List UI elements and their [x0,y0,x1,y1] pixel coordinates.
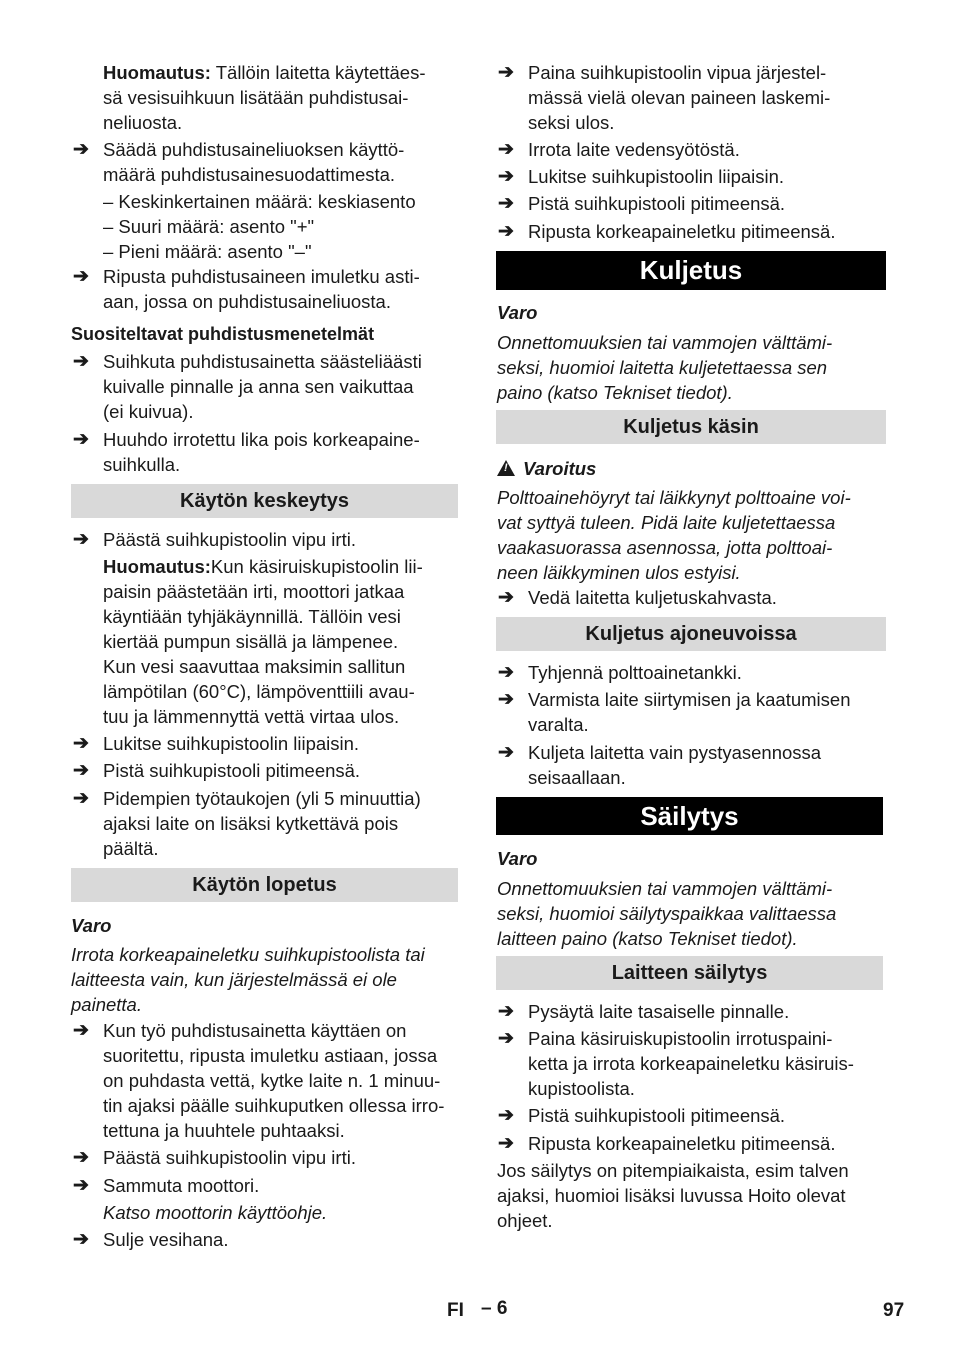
list-item: Pistä suihkupistooli pitimeensä. [528,193,786,214]
warning-text: Polttoainehöyryt tai läikkynyt polttoaine voi- [497,487,851,508]
warning-line [497,456,596,481]
arrow-icon: ➔ [73,139,89,160]
list-item: päältä. [103,838,159,859]
note-line: tuu ja lämmennyttä vettä virtaa ulos. [103,706,400,727]
list-item: kuivalle pinnalle ja anna sen vaikuttaa [103,376,414,397]
warning-text: vaakasuorassa asennossa, jotta polttoai- [497,537,833,558]
list-item: määrä puhdistusainesuodattimesta. [103,164,396,185]
arrow-icon: ➔ [498,62,514,83]
caution-text: laitteesta vain, kun järjestelmässä ei ole [71,969,397,990]
note-label: Huomautus: [103,62,211,83]
language-code: FI [447,1300,464,1321]
list-item: Pysäytä laite tasaiselle pinnalle. [528,1001,790,1022]
arrow-icon: ➔ [73,529,89,550]
list-item: seksi ulos. [528,112,615,133]
list-item: aan, jossa on puhdistusaineliuosta. [103,291,391,312]
arrow-icon: ➔ [73,351,89,372]
paragraph-line: ohjeet. [497,1210,553,1231]
warning-text: vat syttyä tuleen. Pidä laite kuljetettaessa [497,512,836,533]
list-item: on puhdasta vettä, kytke laite n. 1 minuu- [103,1070,441,1091]
arrow-icon: ➔ [498,139,514,160]
note-text: Kun käsiruiskupistoolin lii- [210,556,423,577]
arrow-icon: ➔ [498,1133,514,1154]
arrow-icon: ➔ [498,193,514,214]
caution-text: Irrota korkeapaineletku suihkupistoolista tai [71,944,425,965]
list-item: Varmista laite siirtymisen ja kaatumisen [528,689,851,710]
list-item: suihkulla. [103,454,181,475]
note-line: Kun vesi saavuttaa maksimin sallitun [103,656,406,677]
arrow-icon: ➔ [498,1028,514,1049]
list-item: Sammuta moottori. [103,1175,260,1196]
arrow-icon: ➔ [73,733,89,754]
arrow-icon: ➔ [73,1175,89,1196]
paragraph-line: ajaksi, huomioi lisäksi luvussa Hoito olevat [497,1185,846,1206]
arrow-icon: ➔ [73,1147,89,1168]
list-item-note: Katso moottorin käyttöohje. [103,1202,328,1223]
note-label: Huomautus: [103,556,211,577]
caution-text: seksi, huomioi laitetta kuljetettaessa sen [497,357,828,378]
arrow-icon: ➔ [498,1001,514,1022]
list-item: Pistä suihkupistooli pitimeensä. [103,760,361,781]
list-item: Päästä suihkupistoolin vipu irti. [103,529,356,550]
page-number: 97 [883,1300,905,1321]
arrow-icon: ➔ [498,742,514,763]
caution-label: Varo [497,302,538,323]
note-line [103,60,426,85]
section-heading-laitteen-sailytys: Laitteen säilytys [496,956,883,990]
list-item: Tyhjennä polttoainetankki. [528,662,742,683]
caution-label: Varo [71,915,112,936]
warning-text: neen läikkyminen ulos estyisi. [497,562,741,583]
section-heading-kuljetus-kasin: Kuljetus käsin [496,410,886,444]
list-item: ajaksi laite on lisäksi kytkettävä pois [103,813,399,834]
list-item: Kun työ puhdistusainetta käyttäen on [103,1020,407,1041]
caution-text: laitteen paino (katso Tekniset tiedot). [497,928,798,949]
arrow-icon: ➔ [498,1105,514,1126]
list-item: Suihkuta puhdistusainetta säästeliäästi [103,351,422,372]
section-heading-sailytys: Säilytys [496,797,883,835]
arrow-icon: ➔ [498,662,514,683]
arrow-icon: ➔ [498,689,514,710]
list-item: kupistoolista. [528,1078,635,1099]
list-item: varalta. [528,714,589,735]
list-item: Ripusta puhdistusaineen imuletku asti- [103,266,420,287]
arrow-icon: ➔ [73,1229,89,1250]
list-item: Päästä suihkupistoolin vipu irti. [103,1147,356,1168]
list-item: Kuljeta laitetta vain pystyasennossa [528,742,822,763]
list-item: Lukitse suihkupistoolin liipaisin. [528,166,785,187]
note-text: Tällöin laitetta käytettäes- [210,62,426,83]
note-line: neliuosta. [103,112,183,133]
caution-text: painetta. [71,994,142,1015]
arrow-icon: ➔ [73,266,89,287]
list-item: mässä vielä olevan paineen laskemi- [528,87,831,108]
list-item: tin ajaksi päälle suihkuputken ollessa irro- [103,1095,445,1116]
note-line: kiertää pumpun sisällä ja lämpenee. [103,631,399,652]
list-item: Huuhdo irrotettu lika pois korkeapaine- [103,429,420,450]
note-line: lämpötilan (60°C), lämpöventtiili avau- [103,681,415,702]
arrow-icon: ➔ [498,587,514,608]
list-item: tettuna ja huuhtele puhtaaksi. [103,1120,345,1141]
list-item: Pistä suihkupistooli pitimeensä. [528,1105,786,1126]
local-page-number: – 6 [481,1298,508,1319]
list-item: Irrota laite vedensyötöstä. [528,139,740,160]
note-line: käyntiään tyhjäkäynnillä. Tällöin vesi [103,606,401,627]
section-heading-keskeytys: Käytön keskeytys [71,484,458,518]
list-item: Ripusta korkeapaineletku pitimeensä. [528,221,836,242]
caution-text: Onnettomuuksien tai vammojen välttämi- [497,878,833,899]
caution-label: Varo [497,848,538,869]
dash-item: – Pieni määrä: asento "–" [103,241,312,262]
list-item: suoritettu, ripusta imuletku astiaan, jossa [103,1045,438,1066]
caution-text: paino (katso Tekniset tiedot). [497,382,733,403]
caution-text: Onnettomuuksien tai vammojen välttämi- [497,332,833,353]
arrow-icon: ➔ [498,221,514,242]
list-item: ketta ja irrota korkeapaineletku käsiruis- [528,1053,854,1074]
list-item: Lukitse suihkupistoolin liipaisin. [103,733,360,754]
arrow-icon: ➔ [73,429,89,450]
list-item: Ripusta korkeapaineletku pitimeensä. [528,1133,836,1154]
list-item: Sulje vesihana. [103,1229,229,1250]
section-heading-kuljetus: Kuljetus [496,251,886,290]
note-line: paisin päästetään irti, moottori jatkaa [103,581,405,602]
section-heading-ajoneuvoissa: Kuljetus ajoneuvoissa [496,617,886,651]
list-item: Paina suihkupistoolin vipua järjestel- [528,62,827,83]
note-line: sä vesisuihkuun lisätään puhdistusai- [103,87,409,108]
warning-label: Varoitus [523,458,597,479]
subheading: Suositeltavat puhdistusmenetelmät [71,324,375,344]
note-line [103,554,423,579]
list-item: Pidempien työtaukojen (yli 5 minuuttia) [103,788,421,809]
list-item: (ei kuivua). [103,401,194,422]
list-item: Säädä puhdistusaineliuoksen käyttö- [103,139,405,160]
arrow-icon: ➔ [498,166,514,187]
arrow-icon: ➔ [73,788,89,809]
caution-text: seksi, huomioi säilytyspaikkaa valittaessa [497,903,837,924]
arrow-icon: ➔ [73,1020,89,1041]
section-heading-lopetus: Käytön lopetus [71,868,458,902]
list-item: Paina käsiruiskupistoolin irrotuspaini- [528,1028,833,1049]
warning-icon [497,460,515,476]
list-item: Vedä laitetta kuljetuskahvasta. [528,587,777,608]
dash-item: – Keskinkertainen määrä: keskiasento [103,191,416,212]
list-item: seisaallaan. [528,767,626,788]
paragraph-line: Jos säilytys on pitempiaikaista, esim talven [497,1160,849,1181]
arrow-icon: ➔ [73,760,89,781]
dash-item: – Suuri määrä: asento "+" [103,216,315,237]
